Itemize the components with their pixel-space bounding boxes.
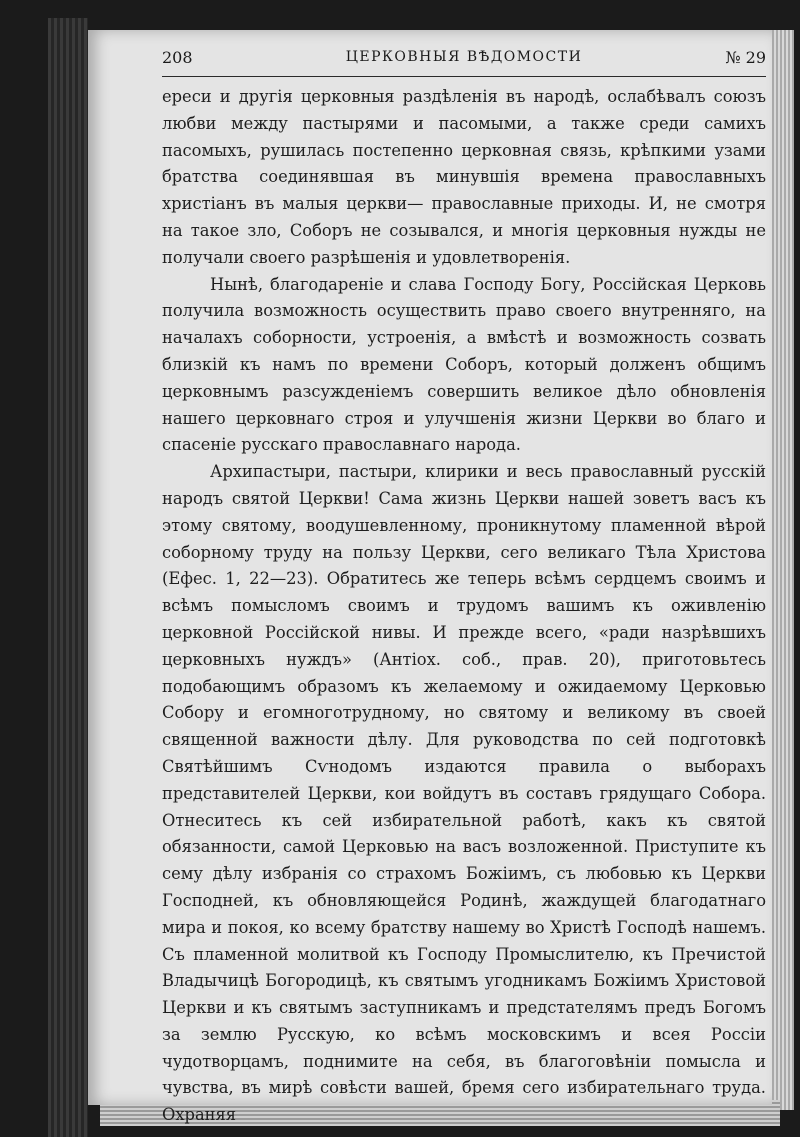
body-text bbox=[162, 84, 766, 1129]
book-binding bbox=[48, 18, 88, 1137]
paragraph-1: ереси и другія церковныя раздѣленія въ народѣ, ослабѣвалъ союзъ любви между пастырями и пасомыми, а также среди самихъ пасомыхъ, рушилась постепенно церковная связь, крѣпкими узами братства соединявшая въ минувшія времена православныхъ христіанъ въ малыя церкви— православные приходы. И, не смотря на такое зло, Соборъ не созывался, и многія церковныя нужды не получали своего разрѣшенія и удовлетворенія. bbox=[162, 87, 766, 267]
book-page bbox=[88, 30, 772, 1125]
page-number: 208 bbox=[162, 48, 193, 67]
paragraph-3: Архипастыри, пастыри, клирики и весь православный русскій народъ святой Церкви! Сама жизнь Церкви нашей зоветъ васъ къ этому святому, воодушевленному, проникнутому пламенной вѣрой соборному труду на пользу Церкви, сего великаго Тѣла Христова (Ефес. 1, 22—23). Обратитесь же теперь всѣмъ сердцемъ своимъ и всѣмъ помысломъ своимъ и трудомъ вашимъ къ оживленію церковной Россійской нивы. И прежде всего, «ради назрѣвшихъ церковныхъ нуждъ» (Антіох. соб., прав. 20), приготовьтесь подобающимъ образомъ къ желаемому и ожидаемому Церковью Собору и егомноготрудному, но святому и великому въ своей священной важности дѣлу. Для руководства по сей подготовкѣ Святѣйшимъ Сѵнодомъ издаются правила о выборахъ представителей Церкви, кои войдутъ въ составъ грядущаго Собора. Отнеситесь къ сей избирательной работѣ, какъ къ святой обязанности, самой Церковью на васъ возложенной. Приступите къ сему дѣлу избранія со страхомъ Божіимъ, съ любовью къ Церкви Господней, къ обновляющейся Родинѣ, жаждущей благодатнаго мира и покоя, ко всему братству нашему во Христѣ Господѣ нашемъ. Съ пламенной молитвой къ Господу Промыслителю, къ Пречистой Владычицѣ Богородицѣ, къ святымъ угодникамъ Божіимъ Христовой Церкви и къ святымъ заступникамъ и предстателямъ предъ Богомъ за землю Русскую, ко всѣмъ московскимъ и всея Россіи чудотворцамъ, поднимите на себя, въ благоговѣніи помысла и чувства, въ мирѣ совѣсти вашей, бремя сего избирательнаго труда. Охраняя bbox=[162, 462, 766, 1125]
running-title: ЦЕРКОВНЫЯ ВѢДОМОСТИ bbox=[345, 49, 583, 65]
running-header bbox=[162, 44, 766, 77]
issue-number: № 29 bbox=[725, 48, 766, 67]
page-stack-edge bbox=[770, 30, 794, 1110]
paragraph-2: Нынѣ, благодареніе и слава Господу Богу, Россійская Церковь получила возможность осуществить право своего внутренняго, на началахъ соборности, устроенія, а вмѣстѣ и возможность созвать близкій къ намъ по времени Соборъ, который долженъ общимъ церковнымъ разсужденіемъ совершить великое дѣло обновленія нашего церковнаго строя и улучшенія жизни Церкви во благо и спасеніе русскаго православнаго народа. bbox=[162, 274, 766, 455]
